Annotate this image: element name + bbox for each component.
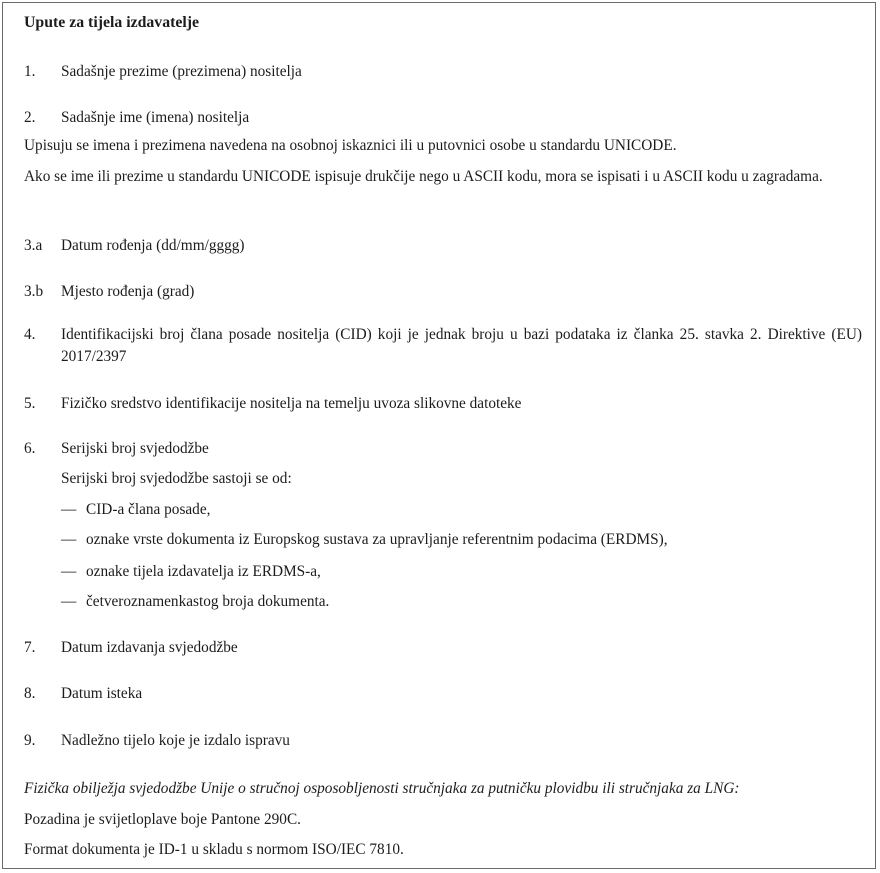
names-note-2: Ako se ime ili prezime u standardu UNICODE ispisuje drukčije nego u ASCII kodu, mora se ispisati i u ASCII kodu u zagradama. [24, 168, 823, 185]
serial-part-text: četveroznamenkastog broja dokumenta. [86, 593, 330, 610]
document-frame [2, 2, 876, 869]
item-text: Datum izdavanja svjedodžbe [61, 639, 238, 656]
item-text: Identifikacijski broj člana posade nositelja (CID) koji je jednak broju u bazi podataka iz članka 25. stavka 2. Direktive (EU) 2017/2397 [61, 326, 862, 365]
serial-part-text: oznake tijela izdavatelja iz ERDMS-a, [86, 563, 321, 580]
document-title: Upute za tijela izdavatelje [24, 14, 200, 31]
serial-part-text: oznake vrste dokumenta iz Europskog sustava za upravljanje referentnim podacima (ERDMS), [86, 531, 668, 548]
serial-intro: Serijski broj svjedodžbe sastoji se od: [61, 470, 292, 487]
dash-marker: — [61, 501, 77, 518]
item-text: Datum rođenja (dd/mm/gggg) [61, 237, 245, 254]
item-text: Mjesto rođenja (grad) [61, 283, 195, 300]
item-text: Sadašnje ime (imena) nositelja [61, 109, 250, 126]
item-number: 5. [24, 395, 36, 412]
item-number: 3.a [24, 237, 43, 254]
serial-part-text: CID-a člana posade, [86, 501, 211, 518]
item-number: 4. [24, 326, 36, 343]
item-text: Serijski broj svjedodžbe [61, 440, 209, 457]
item-text: Sadašnje prezime (prezimena) nositelja [61, 63, 302, 80]
item-number: 8. [24, 685, 36, 702]
physical-features-heading: Fizička obilježja svjedodžbe Unije o stručnoj osposobljenosti stručnjaka za putničku plovidbu ili stručnjaka za LNG: [24, 780, 740, 797]
physical-feature-background: Pozadina je svijetloplave boje Pantone 290C. [24, 811, 301, 828]
item-number: 7. [24, 639, 36, 656]
item-number: 3.b [24, 283, 44, 300]
physical-feature-format: Format dokumenta je ID-1 u skladu s normom ISO/IEC 7810. [24, 841, 404, 858]
dash-marker: — [61, 593, 77, 610]
item-number: 6. [24, 440, 36, 457]
item-text: Datum isteka [61, 685, 143, 702]
names-note-1: Upisuju se imena i prezimena navedena na osobnoj iskaznici ili u putovnici osobe u standardu UNICODE. [24, 137, 677, 154]
dash-marker: — [61, 563, 77, 580]
item-number: 9. [24, 732, 36, 749]
item-number: 2. [24, 109, 36, 126]
dash-marker: — [61, 531, 77, 548]
item-text: Nadležno tijelo koje je izdalo ispravu [61, 732, 290, 749]
item-number: 1. [24, 63, 36, 80]
item-text: Fizičko sredstvo identifikacije nositelja na temelju uvoza slikovne datoteke [61, 395, 522, 412]
